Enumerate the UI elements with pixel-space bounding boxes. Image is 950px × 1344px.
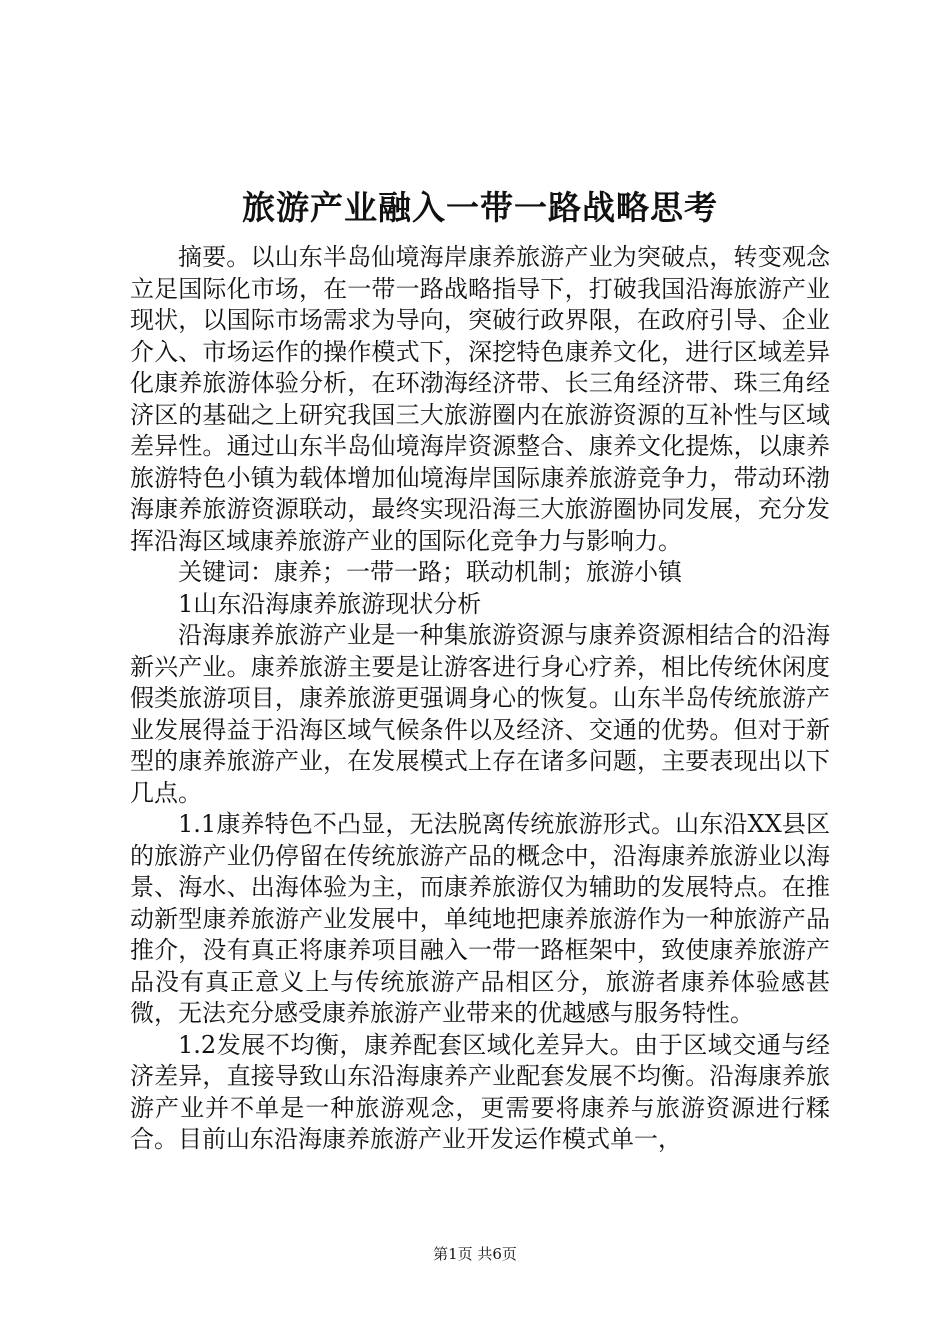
keywords-paragraph: 关键词：康养；一带一路；联动机制；旅游小镇 [178,558,682,586]
body-paragraph: 沿海康养旅游产业是一种集旅游资源与康养资源相结合的沿海新兴产业。康养旅游主要是让游客进行身心疗养，相比传统休闲度假类旅游项目，康养旅游更强调身心的恢复。山东半岛传统旅游产业发展得益于沿海区域气候条件以及经济、交通的优势。但对于新型的康养旅游产业，在发展模式上存在诸多问题，主要表现出以下几点。 [130,621,830,807]
abstract-paragraph: 摘要。以山东半岛仙境海岸康养旅游产业为突破点，转变观念立足国际化市场，在一带一路战略指导下，打破我国沿海旅游产业现状，以国际市场需求为导向，突破行政界限，在政府引导、企业介入、市场运作的操作模式下，深挖特色康养文化，进行区域差异化康养旅游体验分析，在环渤海经济带、长三角经济带、珠三角经济区的基础之上研究我国三大旅游圈内在旅游资源的互补性与区域差异性。通过山东半岛仙境海岸资源整合、康养文化提炼，以康养旅游特色小镇为载体增加仙境海岸国际康养旅游竞争力，带动环渤海康养旅游资源联动，最终实现沿海三大旅游圈协同发展，充分发挥沿海区域康养旅游产业的国际化竞争力与影响力。 [130,243,830,555]
document-title: 旅游产业融入一带一路战略思考 [242,188,718,227]
document-page [130,186,830,1156]
page-footer: 第1页 共6页 [433,1245,517,1263]
body-paragraph: 1.1康养特色不凸显，无法脱离传统旅游形式。山东沿XX县区的旅游产业仍停留在传统旅游产品的概念中，沿海康养旅游业以海景、海水、出海体验为主，而康养旅游仅为辅助的发展特点。在推动新型康养旅游产业发展中，单纯地把康养旅游作为一种旅游产品推介，没有真正将康养项目融入一带一路框架中，致使康养旅游产品没有真正意义上与传统旅游产品相区分，旅游者康养体验感甚微，无法充分感受康养旅游产业带来的优越感与服务特性。 [130,810,830,1027]
body-paragraph: 1.2发展不均衡，康养配套区域化差异大。由于区域交通与经济差异，直接导致山东沿海康养产业配套发展不均衡。沿海康养旅游产业并不单是一种旅游观念，更需要将康养与旅游资源进行糅合。目前山东沿海康养旅游产业开发运作模式单一， [130,1030,830,1153]
section-heading: 1山东沿海康养旅游现状分析 [178,589,482,618]
